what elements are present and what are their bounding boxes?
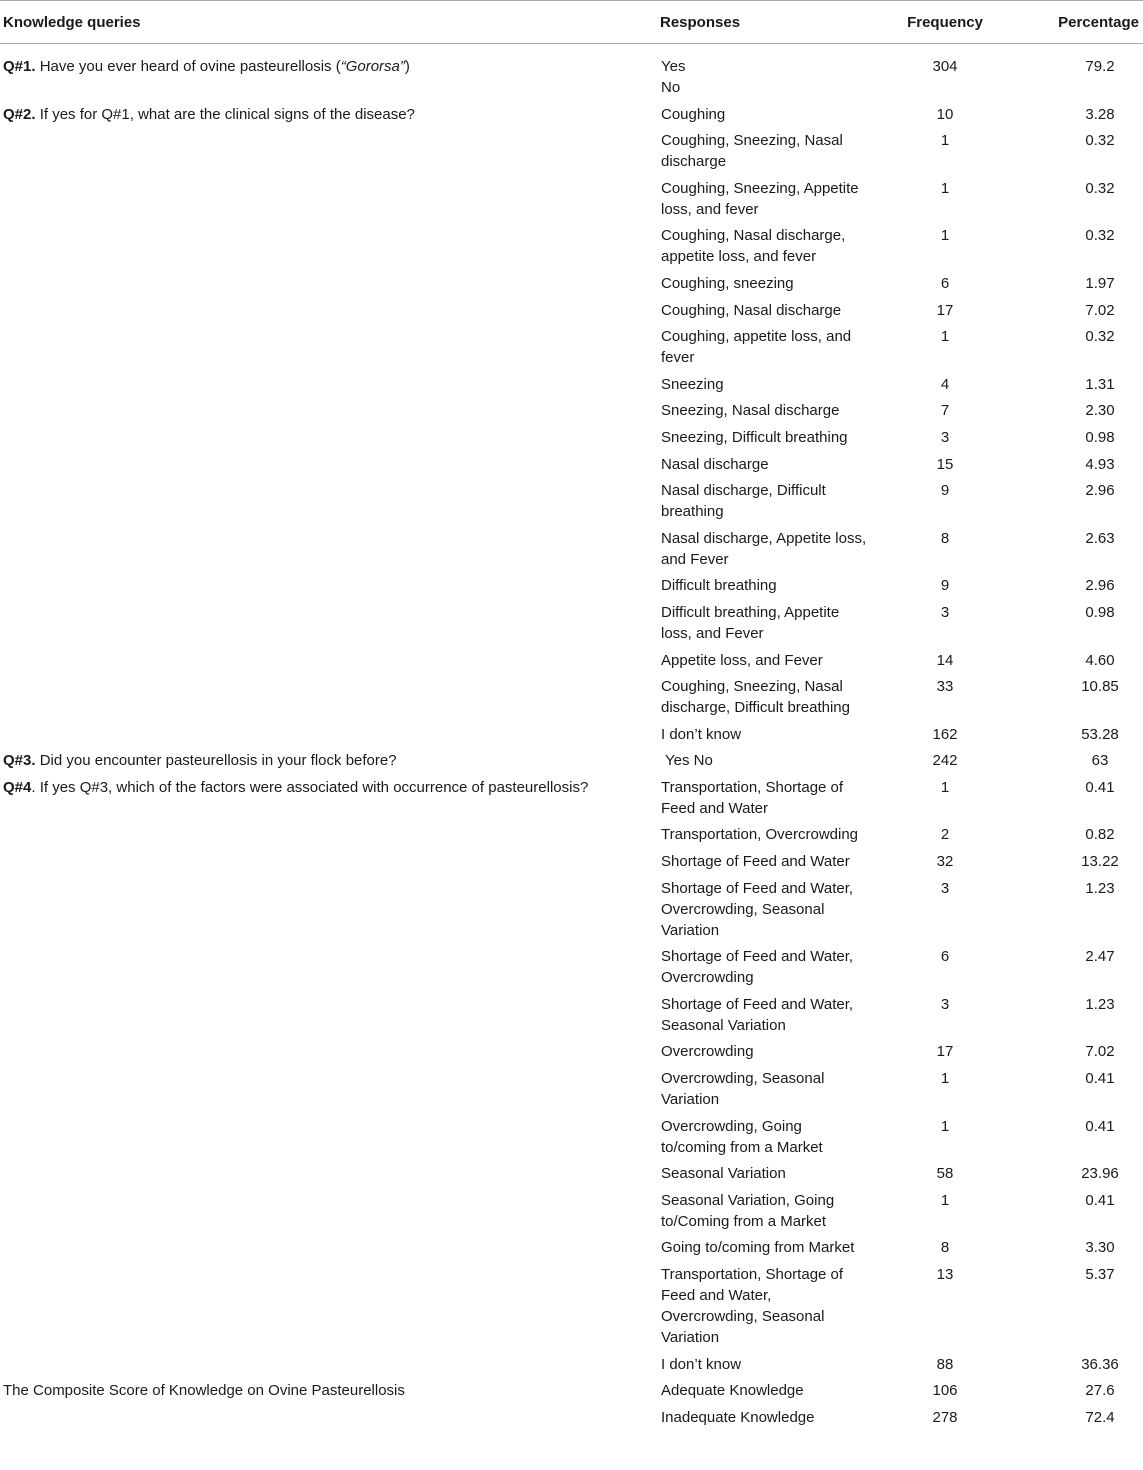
query-cell [0, 1113, 657, 1161]
response-cell: I don’t know [661, 1355, 742, 1373]
table-row [0, 1113, 1143, 1161]
percentage-cell [1015, 1235, 1143, 1262]
frequency-cell: 242 [932, 752, 958, 770]
percentage-cell [1015, 1065, 1143, 1113]
frequency-cell: 4 [940, 375, 950, 393]
percentage-value: 7.02 [1085, 301, 1115, 319]
percentage-cell [1015, 991, 1143, 1039]
percentage-cell [1015, 673, 1143, 721]
frequency-cell: 15 [936, 455, 954, 473]
percentage-value: 1.23 [1085, 879, 1115, 897]
response-cell: Coughing, appetite loss, and fever [661, 328, 852, 367]
response-cell: Nasal discharge, Appetite loss, and Fever [661, 529, 867, 568]
header-frequency: Frequency [875, 1, 1015, 44]
percentage-cell [1015, 647, 1143, 674]
percentage-value: 0.41 [1085, 1070, 1115, 1088]
response-cell [657, 44, 875, 101]
query-number: Q#4 [3, 778, 32, 796]
table-row [0, 1187, 1143, 1235]
response-cell: Inadequate Knowledge [661, 1408, 815, 1426]
frequency-cell: 1 [940, 1191, 950, 1209]
query-cell [0, 270, 657, 297]
percentage-value: 27.6 [1085, 1382, 1115, 1400]
frequency-cell: 58 [936, 1165, 954, 1183]
query-cell [0, 1235, 657, 1262]
percentage-cell [1015, 721, 1143, 748]
query-cell [0, 848, 657, 875]
query-cell [0, 673, 657, 721]
query-cell [0, 424, 657, 451]
query-number: Q#2. [3, 105, 36, 123]
percentage-value: 0.98 [1085, 603, 1115, 621]
response-cell: Coughing, Nasal discharge [661, 301, 842, 319]
percentage-value: 1.31 [1085, 375, 1115, 393]
response-cell: Difficult breathing, Appetite loss, and Fever [661, 603, 840, 642]
table-row [0, 1235, 1143, 1262]
table-row [0, 848, 1143, 875]
table-row [0, 673, 1143, 721]
frequency-cell: 7 [940, 402, 950, 420]
percentage-cell [1015, 848, 1143, 875]
percentage-value: 72.4 [1085, 1408, 1115, 1426]
frequency-cell: 106 [932, 1382, 958, 1400]
query-cell [0, 1065, 657, 1113]
response-cell: I don’t know [661, 725, 742, 743]
percentage-value: 0.32 [1085, 328, 1115, 346]
query-cell [0, 721, 657, 748]
query-cell [0, 1377, 657, 1404]
frequency-cell: 3 [940, 995, 950, 1013]
response-cell: Nasal discharge [661, 455, 769, 473]
query-cell [0, 1160, 657, 1187]
table-row [0, 398, 1143, 425]
percentage-value: 2.96 [1085, 577, 1115, 595]
response-cell: Seasonal Variation [661, 1165, 786, 1183]
response-cell: Yes No [665, 752, 713, 770]
percentage-value: 3.30 [1085, 1239, 1115, 1257]
header-row [0, 1, 1143, 44]
percentage-value: 0.41 [1085, 778, 1115, 796]
frequency-cell: 304 [932, 58, 958, 75]
response-cell: Overcrowding, Seasonal Variation [661, 1070, 825, 1109]
percentage-cell [1015, 371, 1143, 398]
frequency-cell: 1 [940, 328, 950, 346]
response-cell: Going to/coming from Market [661, 1239, 855, 1257]
response-cell: Shortage of Feed and Water, Overcrowding, Seasonal Variation [661, 879, 854, 939]
percentage-cell [1015, 747, 1143, 774]
percentage-value: 0.82 [1085, 826, 1115, 844]
percentage-cell [1015, 270, 1143, 297]
frequency-cell: 33 [936, 678, 954, 696]
percentage-value: 3.28 [1085, 105, 1115, 123]
table-row-q3 [0, 747, 1143, 774]
response-cell: Overcrowding, Going to/coming from a Market [661, 1117, 823, 1156]
response-cell: Sneezing, Nasal discharge [661, 402, 840, 420]
table-row [0, 1377, 1143, 1404]
percentage-value: 0.32 [1085, 132, 1115, 150]
percentage-cell [1015, 451, 1143, 478]
percentage-value: 13.22 [1081, 853, 1119, 871]
table-row [0, 943, 1143, 991]
query-text-end: ) [404, 58, 410, 75]
percentage-value: 36.36 [1081, 1355, 1119, 1373]
percentage-cell [1015, 477, 1143, 525]
frequency-cell: 162 [932, 725, 958, 743]
percentage-cell [1015, 1351, 1143, 1378]
query-cell [0, 101, 657, 128]
response-yes: Yes [661, 58, 686, 75]
percentage-value: 4.93 [1085, 455, 1115, 473]
percentage-value: 0.32 [1085, 179, 1115, 197]
query-cell [0, 323, 657, 371]
table-row [0, 875, 1143, 944]
frequency-cell: 6 [940, 274, 950, 292]
percentage-cell [1015, 323, 1143, 371]
query-q3 [0, 747, 657, 774]
percentage-cell [1015, 101, 1143, 128]
response-cell: Coughing [661, 105, 726, 123]
query-cell [0, 991, 657, 1039]
table-row [0, 270, 1143, 297]
percentage-value: 2.96 [1085, 482, 1115, 500]
percentage-value: 0.32 [1085, 227, 1115, 245]
table-row [0, 323, 1143, 371]
frequency-cell: 6 [940, 948, 950, 966]
percentage-value: 4.60 [1085, 651, 1115, 669]
table-row [0, 991, 1143, 1039]
frequency-cell: 3 [940, 879, 950, 897]
percentage-cell [1015, 297, 1143, 324]
response-cell: Nasal discharge, Difficult breathing [661, 482, 826, 521]
frequency-cell: 1 [940, 1070, 950, 1088]
query-cell [0, 1351, 657, 1378]
frequency-cell: 1 [940, 1117, 950, 1135]
frequency-cell: 10 [936, 105, 954, 123]
response-cell: Overcrowding [661, 1043, 754, 1061]
table-row [0, 721, 1143, 748]
percentage-cell [1015, 1113, 1143, 1161]
table-row [0, 1160, 1143, 1187]
query-cell [0, 573, 657, 600]
table-row [0, 223, 1143, 271]
percentage-cell [1015, 822, 1143, 849]
percentage-cell [1015, 1377, 1143, 1404]
frequency-cell: 1 [940, 227, 950, 245]
query-cell [0, 477, 657, 525]
percentage-cell [1015, 1039, 1143, 1066]
percentage-cell [1015, 223, 1143, 271]
table-row [0, 774, 1143, 822]
query-cell [0, 525, 657, 573]
table-row [0, 371, 1143, 398]
table-row-q1 [0, 44, 1143, 101]
frequency-cell: 17 [936, 1043, 954, 1061]
table-body [0, 44, 1143, 1431]
percentage-cell [1015, 774, 1143, 822]
response-cell: Coughing, Sneezing, Nasal discharge [661, 132, 843, 171]
frequency-cell: 1 [940, 778, 950, 796]
response-cell: Coughing, Sneezing, Appetite loss, and fever [661, 179, 859, 218]
response-no: No [661, 79, 681, 96]
query-q1 [0, 44, 657, 101]
table-row [0, 525, 1143, 573]
query-number: Q#1. [3, 58, 36, 75]
query-cell [0, 451, 657, 478]
table-row [0, 1404, 1143, 1431]
frequency-cell: 1 [940, 132, 950, 150]
query-cell [0, 647, 657, 674]
frequency-cell: 2 [940, 826, 950, 844]
table-header [0, 1, 1143, 44]
percentage-value: 2.63 [1085, 529, 1115, 547]
query-cell [0, 822, 657, 849]
query-cell [0, 943, 657, 991]
query-cell [0, 398, 657, 425]
percentage-value: 5.37 [1085, 1266, 1115, 1283]
table-row [0, 573, 1143, 600]
percentage-cell [1015, 1160, 1143, 1187]
frequency-cell: 9 [940, 577, 950, 595]
frequency-cell: 1 [940, 179, 950, 197]
response-cell: Appetite loss, and Fever [661, 651, 823, 669]
response-cell: Coughing, sneezing [661, 274, 794, 292]
table-row [0, 127, 1143, 175]
percentage-value: 1.97 [1085, 274, 1115, 292]
response-cell: Sneezing [661, 375, 724, 393]
frequency-cell: 14 [936, 651, 954, 669]
table-row [0, 822, 1143, 849]
percentage-value: 7.02 [1085, 1043, 1115, 1061]
percentage-value: 79.2 [1085, 58, 1115, 75]
query-cell [0, 371, 657, 398]
response-cell: Sneezing, Difficult breathing [661, 428, 848, 446]
table-row [0, 599, 1143, 647]
frequency-cell: 8 [940, 529, 950, 547]
percentage-value: 0.41 [1085, 1117, 1115, 1135]
query-cell [0, 175, 657, 223]
percentage-value: 0.98 [1085, 428, 1115, 446]
response-cell: Seasonal Variation, Going to/Coming from a Market [661, 1191, 835, 1230]
query-cell [0, 599, 657, 647]
table-row [0, 451, 1143, 478]
query-cell [0, 223, 657, 271]
percentage-cell [1015, 525, 1143, 573]
frequency-cell: 88 [936, 1355, 954, 1373]
frequency-cell: 8 [940, 1239, 950, 1257]
percentage-value: 10.85 [1081, 678, 1119, 696]
response-cell: Shortage of Feed and Water [661, 853, 850, 871]
frequency-cell: 13 [936, 1266, 954, 1283]
frequency-cell: 17 [936, 301, 954, 319]
percentage-cell [1015, 599, 1143, 647]
percentage-cell [1015, 1404, 1143, 1431]
table-row [0, 477, 1143, 525]
header-knowledge-queries: Knowledge queries [0, 1, 657, 44]
table-row [0, 1351, 1143, 1378]
percentage-cell [1015, 573, 1143, 600]
frequency-cell: 278 [932, 1408, 958, 1426]
percentage-cell [1015, 875, 1143, 944]
table-row [0, 1039, 1143, 1066]
percentage-value: 53.28 [1081, 725, 1119, 743]
percentage-value: 2.30 [1085, 402, 1115, 420]
composite-label: The Composite Score of Knowledge on Ovine Pasteurellosis [3, 1382, 405, 1400]
query-cell [0, 127, 657, 175]
response-cell: Difficult breathing [661, 577, 777, 595]
response-cell: Shortage of Feed and Water, Overcrowding [661, 948, 854, 987]
query-number: Q#3. [3, 752, 36, 770]
query-cell [0, 875, 657, 944]
percentage-value: 23.96 [1081, 1165, 1119, 1183]
response-cell: Transportation, Overcrowding [661, 826, 859, 844]
query-cell [0, 1261, 657, 1351]
percentage-cell [1015, 44, 1143, 101]
header-responses: Responses [657, 1, 875, 44]
response-cell: Shortage of Feed and Water, Seasonal Variation [661, 995, 854, 1034]
frequency-cell: 3 [940, 603, 950, 621]
response-cell: Transportation, Shortage of Feed and Water, Overcrowding, Seasonal Variation [661, 1266, 844, 1346]
percentage-cell [1015, 424, 1143, 451]
percentage-value: 1.23 [1085, 995, 1115, 1013]
table-row [0, 424, 1143, 451]
percentage-cell [1015, 1261, 1143, 1351]
table-row [0, 647, 1143, 674]
frequency-cell: 9 [940, 482, 950, 500]
query-text: Have you ever heard of ovine pasteurellosis ( [35, 58, 341, 75]
table-row [0, 175, 1143, 223]
percentage-cell [1015, 1187, 1143, 1235]
table-row [0, 101, 1143, 128]
percentage-cell [1015, 398, 1143, 425]
query-text: Did you encounter pasteurellosis in your flock before? [35, 752, 397, 770]
query-cell [0, 1039, 657, 1066]
frequency-cell: 3 [940, 428, 950, 446]
query-cell [0, 1187, 657, 1235]
response-cell: Coughing, Nasal discharge, appetite loss, and fever [661, 227, 846, 266]
header-percentage: Percentage [1015, 1, 1143, 44]
percentage-value: 63 [1091, 752, 1109, 770]
response-cell: Transportation, Shortage of Feed and Water [661, 778, 844, 817]
percentage-cell [1015, 127, 1143, 175]
table-row [0, 1261, 1143, 1351]
query-text: . If yes Q#3, which of the factors were associated with occurrence of pasteurellosis? [31, 778, 589, 796]
percentage-cell [1015, 175, 1143, 223]
query-text-italic: “Gororsa” [340, 58, 405, 75]
response-cell: Coughing, Sneezing, Nasal discharge, Difficult breathing [661, 678, 850, 717]
query-cell [0, 774, 657, 822]
percentage-value: 0.41 [1085, 1191, 1115, 1209]
response-cell: Adequate Knowledge [661, 1382, 804, 1400]
table-row [0, 297, 1143, 324]
table-row [0, 1065, 1143, 1113]
percentage-value: 2.47 [1085, 948, 1115, 966]
frequency-cell: 32 [936, 853, 954, 871]
percentage-cell [1015, 943, 1143, 991]
query-text: If yes for Q#1, what are the clinical signs of the disease? [35, 105, 415, 123]
query-cell [0, 297, 657, 324]
query-cell [0, 1404, 657, 1431]
